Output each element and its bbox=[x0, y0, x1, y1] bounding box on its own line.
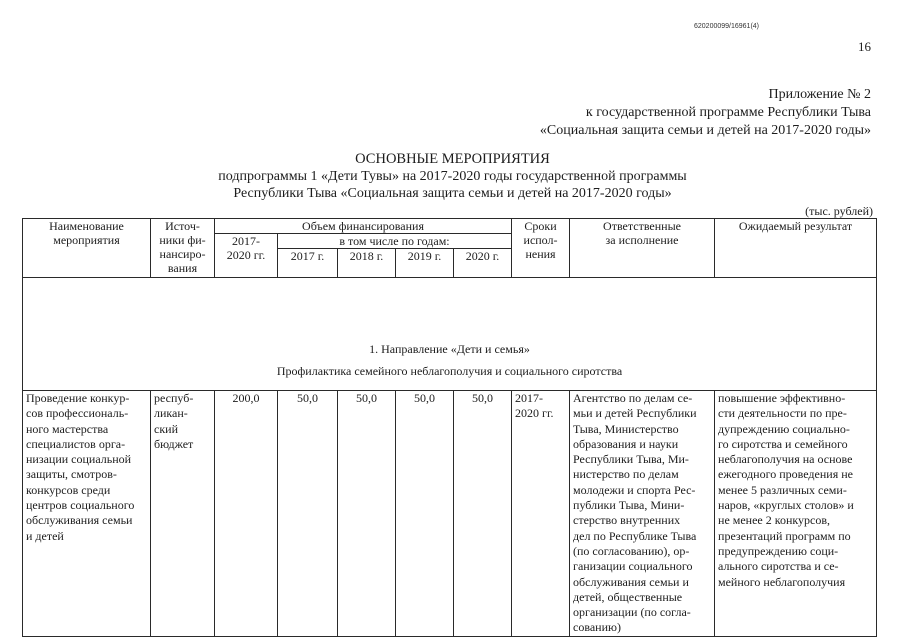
title-subline: подпрограммы 1 «Дети Тувы» на 2017-2020 годы государственной программы bbox=[218, 169, 687, 184]
text-line: детей, общественные bbox=[573, 589, 683, 604]
appendix-header bbox=[351, 86, 871, 140]
text-line: мероприятия bbox=[53, 233, 120, 247]
header-year-2018: 2018 г. bbox=[338, 249, 396, 278]
text-line: стерство внутренних bbox=[573, 513, 681, 528]
text-line: Тыва, Министерство bbox=[573, 421, 679, 436]
header-year-2017: 2017 г. bbox=[278, 249, 338, 278]
text-line: вания bbox=[167, 261, 198, 275]
cell-total: 200,0 bbox=[215, 391, 278, 637]
text-line: го сиротства и семейного bbox=[718, 436, 848, 451]
text-line: организации (по согла- bbox=[573, 605, 691, 620]
text-line: сти деятельности по пре- bbox=[718, 406, 847, 421]
text-line: за исполнение bbox=[605, 233, 679, 247]
cell-source bbox=[151, 391, 215, 637]
measures-table bbox=[22, 218, 877, 637]
text-line: ного мастерства bbox=[26, 421, 109, 436]
text-line: молодежи и спорта Рес- bbox=[573, 482, 696, 497]
text-line: мейного неблагополучия bbox=[718, 574, 846, 589]
text-line: 2020 гг. bbox=[515, 406, 554, 421]
cell-responsible bbox=[570, 391, 715, 637]
text-line: ники фи- bbox=[159, 233, 206, 247]
text-line: Источ- bbox=[165, 219, 200, 233]
text-line: (по согласованию), ор- bbox=[573, 543, 690, 558]
header-name bbox=[23, 219, 151, 278]
text-line: обслуживания семьи и bbox=[573, 574, 689, 589]
text-line: нения bbox=[525, 247, 556, 261]
appendix-line: к государственной программе Республики Тыва bbox=[585, 105, 871, 120]
cell-2020: 50,0 bbox=[454, 391, 512, 637]
section-cell bbox=[23, 278, 877, 391]
cell-2018: 50,0 bbox=[338, 391, 396, 637]
text-line: Сроки bbox=[524, 219, 557, 233]
text-line: ального сиротства и се- bbox=[718, 559, 839, 574]
cell-result bbox=[715, 391, 877, 637]
text-line: центров социального bbox=[26, 498, 135, 513]
section-heading: 1. Направление «Дети и семья» bbox=[369, 342, 530, 356]
header-year-2020: 2020 г. bbox=[454, 249, 512, 278]
text-line: бюджет bbox=[154, 436, 194, 451]
text-line: наров, «круглых столов» и bbox=[718, 498, 854, 513]
text-line: предупреждению соци- bbox=[718, 543, 839, 558]
text-line: обслуживания семьи bbox=[26, 513, 133, 528]
text-line: Республики Тыва, Ми- bbox=[573, 452, 689, 467]
table-row bbox=[23, 391, 877, 637]
cell-2019: 50,0 bbox=[396, 391, 454, 637]
text-line: образования и науки bbox=[573, 436, 679, 451]
header-total bbox=[215, 234, 278, 278]
document-code: 620200099/16961(4) bbox=[694, 23, 760, 30]
text-line: низации социальной bbox=[26, 452, 132, 467]
text-line: и детей bbox=[26, 528, 64, 543]
appendix-line: Приложение № 2 bbox=[768, 87, 871, 102]
text-line: Проведение конкур- bbox=[26, 391, 130, 405]
text-line: защиты, смотров- bbox=[26, 467, 117, 482]
text-line: дел по Республике Тыва bbox=[573, 528, 697, 543]
text-line: презентаций программ по bbox=[718, 528, 851, 543]
appendix-line: «Социальная защита семьи и детей на 2017-2020 годы» bbox=[539, 123, 871, 138]
text-line: менее 5 различных семи- bbox=[718, 482, 847, 497]
header-funding: Объем финансирования bbox=[215, 219, 512, 234]
document-title bbox=[0, 151, 905, 202]
text-line: 2017- bbox=[232, 234, 260, 248]
text-line: ликан- bbox=[154, 406, 188, 421]
cell-2017: 50,0 bbox=[278, 391, 338, 637]
title-subline: Республики Тыва «Социальная защита семьи и детей на 2017-2020 годы» bbox=[233, 186, 672, 201]
text-line: Агентство по делам се- bbox=[573, 391, 693, 405]
text-line: ганизации социального bbox=[573, 559, 693, 574]
text-line: 2020 гг. bbox=[226, 248, 266, 262]
text-line: сованию) bbox=[573, 620, 621, 635]
header-year-2019: 2019 г. bbox=[396, 249, 454, 278]
text-line: дупреждению социально- bbox=[718, 421, 850, 436]
text-line: сов профессиональ- bbox=[26, 406, 129, 421]
text-line: респуб- bbox=[154, 391, 194, 405]
units-label: (тыс. рублей) bbox=[805, 204, 873, 218]
text-line: ский bbox=[154, 421, 178, 436]
text-line: повышение эффективно- bbox=[718, 391, 846, 405]
text-line: неблагополучия на основе bbox=[718, 452, 853, 467]
text-line: 2017- bbox=[515, 391, 544, 405]
header-source bbox=[151, 219, 215, 278]
header-by-year: в том числе по годам: bbox=[278, 234, 512, 249]
header-result: Ожидаемый результат bbox=[715, 219, 877, 278]
cell-measure-name bbox=[23, 391, 151, 637]
text-line: ежегодного проведения не bbox=[718, 467, 853, 482]
header-responsible bbox=[570, 219, 715, 278]
text-line: испол- bbox=[523, 233, 558, 247]
text-line: публики Тыва, Мини- bbox=[573, 498, 685, 513]
text-line: мьи и детей Республики bbox=[573, 406, 697, 421]
text-line: конкурсов среди bbox=[26, 482, 111, 497]
text-line: специалистов орга- bbox=[26, 436, 126, 451]
section-subheading: Профилактика семейного неблагополучия и социального сиротства bbox=[276, 364, 623, 379]
cell-terms bbox=[512, 391, 570, 637]
text-line: нансиро- bbox=[159, 247, 206, 261]
text-line: не менее 2 конкурсов, bbox=[718, 513, 831, 528]
page-number: 16 bbox=[858, 39, 871, 54]
text-line: Наименование bbox=[49, 219, 124, 233]
title-main: ОСНОВНЫЕ МЕРОПРИЯТИЯ bbox=[355, 151, 550, 167]
header-terms bbox=[512, 219, 570, 278]
text-line: Ответственные bbox=[603, 219, 681, 233]
text-line: нистерство по делам bbox=[573, 467, 679, 482]
